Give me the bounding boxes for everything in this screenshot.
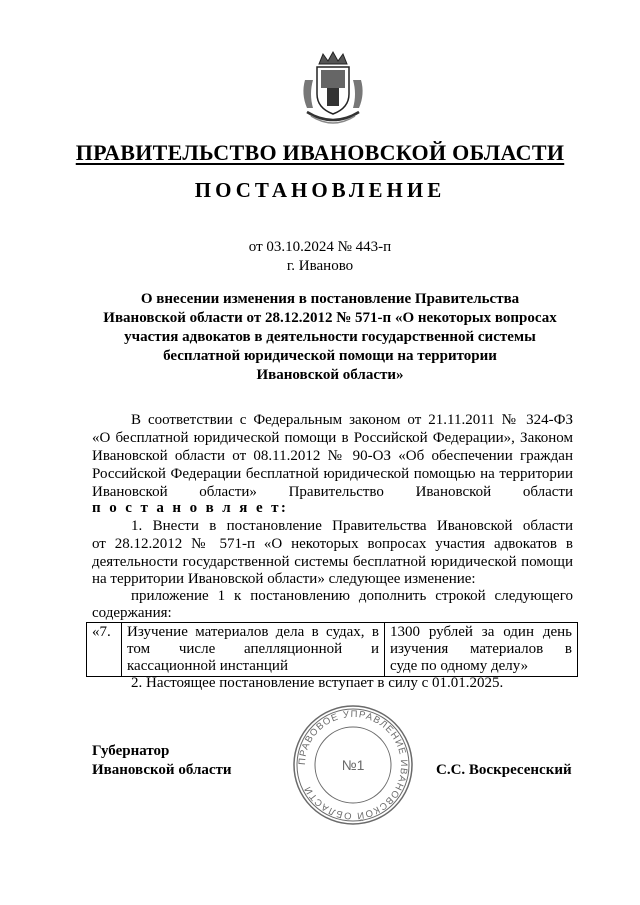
description-line: Изучение материалов дела в судах, в	[127, 624, 379, 640]
amount-cell	[385, 623, 578, 677]
description-line: кассационной инстанций	[127, 658, 288, 674]
subject-line: О внесении изменения в постановление Правительства	[140, 291, 520, 307]
item1-line: на территории Ивановской области» следующее изменение:	[92, 571, 476, 587]
amount-line: 1300 рублей за один день	[390, 624, 572, 640]
amount-line: изучения материалов в	[390, 641, 572, 657]
official-seal	[292, 704, 414, 826]
signatory-title	[92, 742, 232, 780]
subject-line: участия адвокатов в деятельности государственной системы	[124, 329, 536, 345]
row-number-cell	[87, 623, 122, 677]
item1-line: деятельности государственной системы бесплатной юридической помощи	[92, 554, 573, 570]
city: г. Иваново	[286, 258, 354, 274]
date-number: от 03.10.2024 № 443-п	[248, 239, 392, 255]
seal-number: №1	[341, 757, 365, 773]
item1-line: от 28.12.2012 № 571-п «О некоторых вопросах участия адвокатов в	[92, 536, 573, 552]
organization-title: ПРАВИТЕЛЬСТВО ИВАНОВСКОЙ ОБЛАСТИ	[75, 140, 565, 165]
preamble-line: «О бесплатной юридической помощи в Российской Федерации», Законом	[92, 430, 573, 446]
appendix-line: содержания:	[92, 605, 172, 621]
signatory-title-line: Губернатор	[92, 743, 170, 759]
preamble-line: Ивановской области от 08.11.2012 № 90-ОЗ «Об обеспечении граждан	[92, 448, 573, 464]
preamble-line: В соответствии с Федеральным законом от 21.11.2011 № 324-ФЗ	[131, 412, 573, 428]
subject-line: Ивановской области от 28.12.2012 № 571-п «О некоторых вопросах	[103, 310, 557, 326]
description-cell	[122, 623, 385, 677]
item2-text: 2. Настоящее постановление вступает в силу с 01.01.2025.	[131, 675, 504, 691]
item1-line: 1. Внести в постановление Правительства Ивановской области	[131, 518, 573, 534]
document-type-title: ПОСТАНОВЛЕНИЕ	[194, 178, 446, 202]
subject-line: бесплатной юридической помощи на территории	[163, 348, 497, 364]
amount-line: суде по одному делу»	[390, 658, 529, 674]
ivanovo-coat-of-arms-icon	[297, 50, 369, 130]
signatory-name: С.С. Воскресенский	[436, 762, 572, 778]
preamble-line: Российской Федерации бесплатной юридической помощью на территории	[92, 466, 573, 482]
signatory-title-line: Ивановской области	[92, 762, 232, 778]
amendment-table	[86, 622, 578, 677]
table-row	[87, 623, 578, 677]
preamble-line: Ивановской области» Правительство Ивановской области	[92, 484, 573, 500]
appendix-line: приложение 1 к постановлению дополнить строкой следующего	[131, 588, 573, 604]
resolves-word: п о с т а н о в л я е т:	[92, 500, 289, 516]
description-line: том числе апелляционной и	[127, 641, 379, 657]
row-number: «7.	[92, 624, 111, 640]
subject-line: Ивановской области»	[256, 367, 404, 383]
seal-ring-text: ПРАВОВОЕ УПРАВЛЕНИЕ ИВАНОВСКОЙ ОБЛАСТИ	[296, 708, 410, 822]
document-subject	[80, 290, 580, 385]
